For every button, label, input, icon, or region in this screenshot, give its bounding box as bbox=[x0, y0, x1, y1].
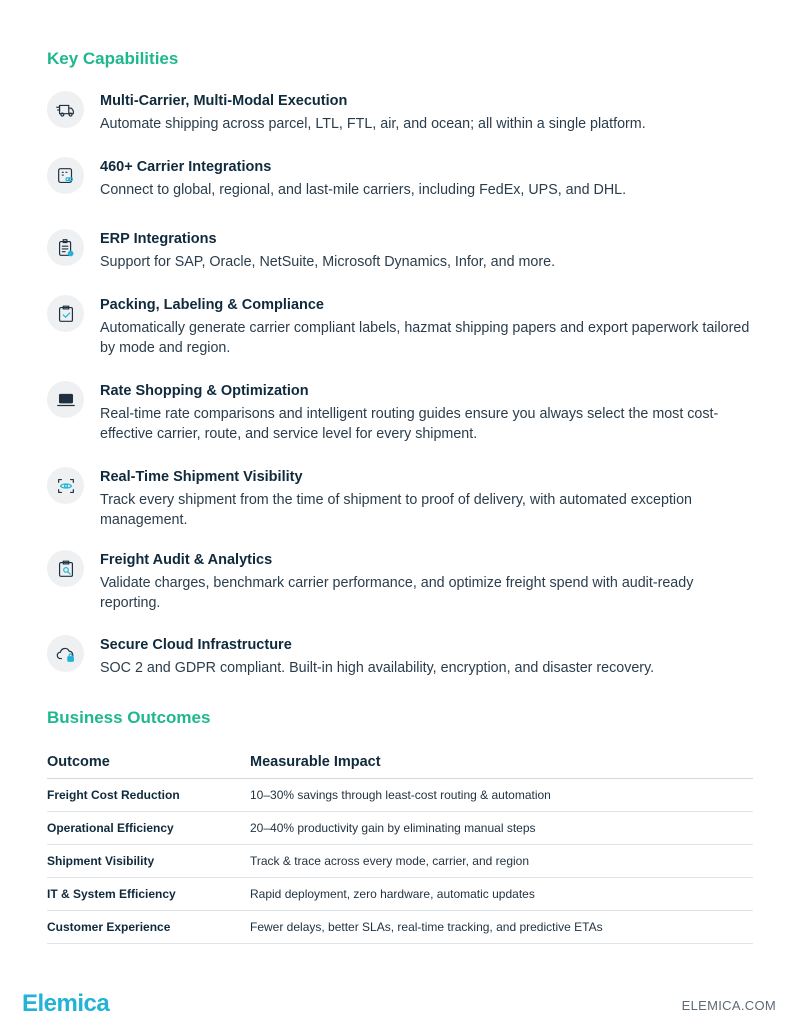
truck-icon bbox=[47, 91, 84, 128]
capability-title: Rate Shopping & Optimization bbox=[100, 383, 309, 399]
outcome-cell: Customer Experience bbox=[47, 911, 250, 944]
outcome-cell: IT & System Efficiency bbox=[47, 878, 250, 911]
elemica-logo: Elemica bbox=[22, 990, 110, 1017]
outcome-cell: Freight Cost Reduction bbox=[47, 779, 250, 812]
key-capabilities-heading: Key Capabilities bbox=[47, 49, 179, 68]
capability-title: Secure Cloud Infrastructure bbox=[100, 637, 292, 653]
laptop-icon bbox=[47, 381, 84, 418]
capability-description: SOC 2 and GDPR compliant. Built-in high availability, encryption, and disaster recovery. bbox=[100, 660, 655, 676]
table-row bbox=[47, 779, 753, 812]
table-row bbox=[47, 878, 753, 911]
eye-scan-icon bbox=[47, 467, 84, 504]
table-row bbox=[47, 911, 753, 944]
table-row bbox=[47, 812, 753, 845]
cloud-lock-icon bbox=[47, 635, 84, 672]
capability-title: ERP Integrations bbox=[100, 231, 217, 247]
website-link[interactable]: ELEMICA.COM bbox=[681, 998, 776, 1013]
capability-title: Freight Audit & Analytics bbox=[100, 552, 273, 568]
business-outcomes-heading: Business Outcomes bbox=[47, 708, 211, 727]
impact-cell: Track & trace across every mode, carrier, and region bbox=[250, 845, 753, 878]
capability-title: Real-Time Shipment Visibility bbox=[100, 469, 303, 485]
capability-title: Packing, Labeling & Compliance bbox=[100, 297, 324, 313]
capability-title: 460+ Carrier Integrations bbox=[100, 159, 272, 175]
capability-description: Validate charges, benchmark carrier performance, and optimize freight spend with audit-ready reporting. bbox=[100, 575, 694, 611]
erp-document-icon bbox=[47, 229, 84, 266]
capability-description: Support for SAP, Oracle, NetSuite, Microsoft Dynamics, Infor, and more. bbox=[100, 254, 556, 270]
capability-description: Real-time rate comparisons and intelligent routing guides ensure you always select the most cost-effective carrier, route, and service level for every shipment. bbox=[100, 406, 719, 442]
capability-title: Multi-Carrier, Multi-Modal Execution bbox=[100, 93, 348, 109]
outcome-cell: Operational Efficiency bbox=[47, 812, 250, 845]
capability-description: Track every shipment from the time of shipment to proof of delivery, with automated exception management. bbox=[100, 492, 693, 528]
table-header-row bbox=[47, 745, 753, 779]
impact-cell: 10–30% savings through least-cost routing & automation bbox=[250, 779, 753, 812]
business-outcomes-table bbox=[47, 745, 753, 944]
impact-cell: 20–40% productivity gain by eliminating manual steps bbox=[250, 812, 753, 845]
clipboard-check-icon bbox=[47, 295, 84, 332]
impact-cell: Fewer delays, better SLAs, real-time tracking, and predictive ETAs bbox=[250, 911, 753, 944]
impact-cell: Rapid deployment, zero hardware, automatic updates bbox=[250, 878, 753, 911]
clipboard-search-icon bbox=[47, 550, 84, 587]
column-header: Outcome bbox=[47, 745, 250, 779]
capability-description: Connect to global, regional, and last-mile carriers, including FedEx, UPS, and DHL. bbox=[100, 182, 627, 198]
capability-description: Automatically generate carrier compliant labels, hazmat shipping papers and export paperwork tailored by mode and region. bbox=[100, 320, 750, 356]
integration-link-icon bbox=[47, 157, 84, 194]
table-row bbox=[47, 845, 753, 878]
capability-description: Automate shipping across parcel, LTL, FTL, air, and ocean; all within a single platform. bbox=[100, 116, 646, 132]
column-header: Measurable Impact bbox=[250, 745, 753, 779]
outcome-cell: Shipment Visibility bbox=[47, 845, 250, 878]
